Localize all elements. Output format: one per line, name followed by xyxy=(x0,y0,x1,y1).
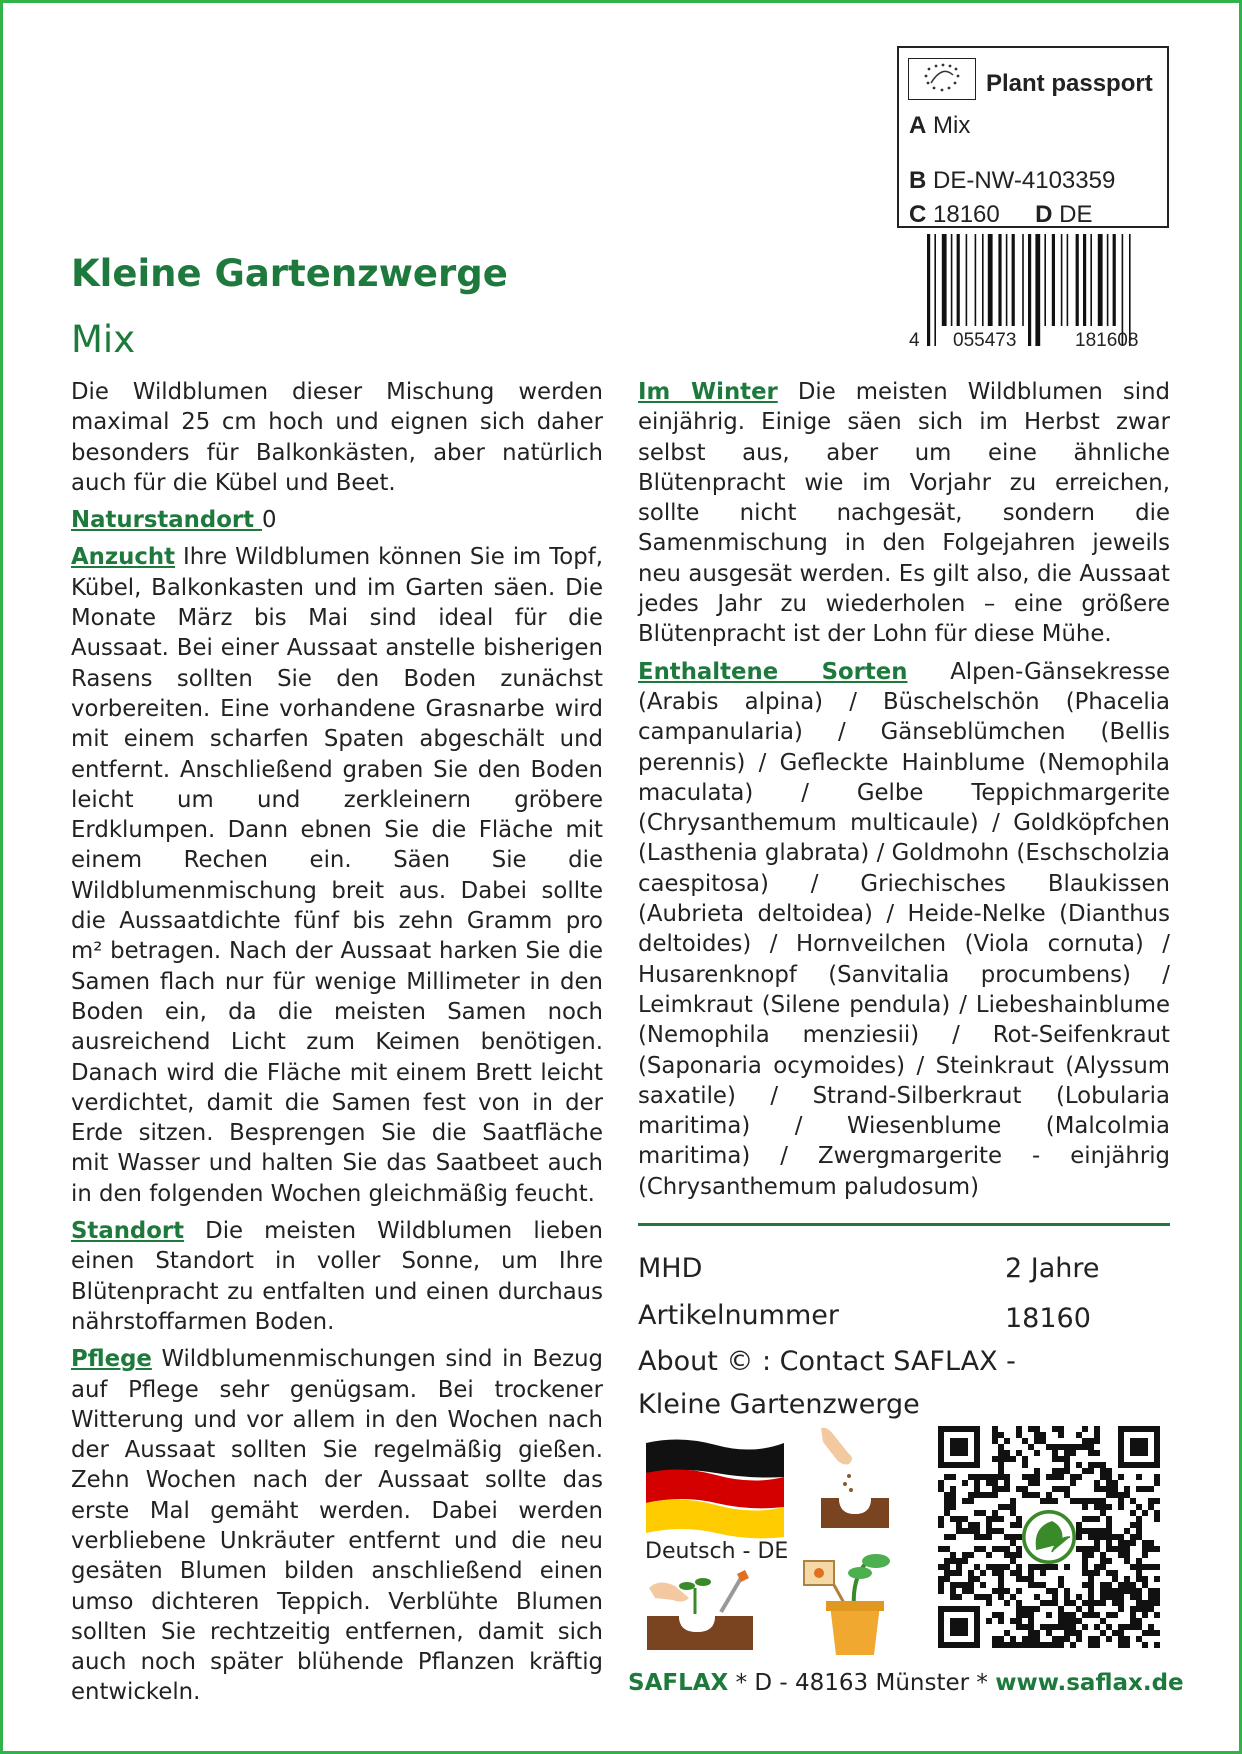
passport-d-label: D xyxy=(1035,201,1053,228)
winter-paragraph xyxy=(638,377,1170,650)
passport-line-b xyxy=(909,167,1115,195)
passport-b-value: DE-NW-4103359 xyxy=(933,167,1116,194)
barcode-numbers xyxy=(905,330,1175,352)
plant-passport xyxy=(897,46,1169,228)
winter-text: Die meisten Wildblumen sind einjährig. Einige säen sich im Herbst zwar selbst aus, aber um eine ähnliche Blütenpracht wie im Vorjahr zu erreichen, sollte nicht nachgesät, sondern die Samenmischung in den Folgejahren jeweils neu ausgesät werden. Es gilt also, die Aussaat jedes Jahr zu wiederholen – eine größere Blütenpracht ist der Lohn für diese Mühe. xyxy=(638,379,1171,648)
winter-heading: Im Winter xyxy=(638,379,778,405)
potted-sprout-icon xyxy=(800,1545,900,1657)
intro-paragraph: Die Wildblumen dieser Mischung werden maximal 25 cm hoch und eignen sich daher besonders für Balkonkästen, aber natürlich auch für die Kübel und Beet. xyxy=(71,379,603,496)
planting-seedling-icon xyxy=(645,1568,755,1652)
german-flag-icon xyxy=(644,1433,786,1541)
artikel-label: Artikelnummer xyxy=(638,1300,839,1331)
mhd-label: MHD xyxy=(638,1253,703,1284)
passport-line-a xyxy=(909,112,970,140)
footer-website[interactable]: www.saflax.de xyxy=(995,1670,1184,1696)
naturstandort-heading: Naturstandort xyxy=(71,507,262,534)
footer xyxy=(628,1670,1184,1696)
sorten-heading: Enthaltene Sorten xyxy=(638,658,908,685)
left-column xyxy=(71,377,603,1715)
passport-c-label: C xyxy=(909,201,927,228)
standort-heading: Standort xyxy=(71,1218,185,1245)
passport-b-label: B xyxy=(909,167,927,194)
passport-title: Plant passport xyxy=(986,70,1153,97)
passport-a-value: Mix xyxy=(933,112,971,139)
standort-paragraph xyxy=(71,1216,603,1337)
barcode-digit-1: 4 xyxy=(909,330,920,351)
mhd-value: 2 Jahre xyxy=(1005,1253,1100,1284)
pflege-text: Wildblumenmischungen sind in Bezug auf Pflege sehr genügsam. Bei trockener Witterung und vor allem in den Wochen nach der Aussaat sollten Sie regelmäßig gießen. Zehn Wochen nach der Aussaat sollte das erste Mal gemäht werden. Dabei werden verbliebene Unkräuter entfernt und die neu gesäten Blumen bilden anschließend einen umso dichteren Teppich. Verblühte Blumen sollten Sie rechtzeitig entfernen, damit sich auch noch später blühende Pflanzen kräftig entwickeln. xyxy=(71,1346,603,1706)
pflege-paragraph xyxy=(71,1344,603,1708)
artikel-value: 18160 xyxy=(1005,1303,1091,1334)
divider-rule xyxy=(638,1223,1170,1226)
footer-brand: SAFLAX xyxy=(628,1670,729,1696)
anzucht-text: Ihre Wildblumen können Sie im Topf, Kübel, Balkonkasten und im Garten säen. Die Monate März bis Mai sind ideal für die Aussaat. Bei einer Aussaat anstelle bisherigen Rasens sollten Sie den Boden zunächst vorbereiten. Eine vorhandene Grasnarbe wird mit einem scharfen Spaten abgeschält und entfernt. Anschließend graben Sie den Boden leicht um und zerkleinern gröbere Erdklumpen. Dann ebnen Sie die Fläche mit einem Rechen ein. Säen Sie die Wildblumenmischung breit aus. Dabei sollte die Aussaatdichte fünf bis zehn Gramm pro m² betragen. Nach der Aussaat harken Sie die Samen flach nur für wenige Millimeter in den Boden ein, da die meisten Samen noch ausreichend Licht zum Keimen benötigen. Danach wird die Fläche mit einem Brett leicht verdichtet, damit die Samen fest von in der Erde sitzen. Besprengen Sie die Saatfläche mit Wasser und halten Sie das Saatbeet auch in den folgenden Wochen gleichmäßig feucht. xyxy=(71,544,603,1207)
product-title: Kleine Gartenzwerge xyxy=(71,252,508,295)
passport-d-value: DE xyxy=(1059,201,1093,228)
barcode-group-1: 055473 xyxy=(953,330,1017,351)
naturstandort-paragraph xyxy=(71,505,603,535)
footer-address: * D - 48163 Münster * xyxy=(735,1670,988,1696)
sorten-paragraph xyxy=(638,657,1170,1202)
about-line-2: Kleine Gartenzwerge xyxy=(638,1389,920,1420)
naturstandort-text: 0 xyxy=(261,507,277,534)
eu-organic-logo-icon xyxy=(908,58,976,100)
language-label: Deutsch - DE xyxy=(645,1539,789,1564)
product-subtitle: Mix xyxy=(71,318,136,361)
pflege-heading: Pflege xyxy=(71,1346,152,1373)
barcode-group-2: 181608 xyxy=(1075,330,1139,351)
passport-line-cd xyxy=(909,201,1092,229)
passport-c-value: 18160 xyxy=(933,201,1000,228)
passport-a-label: A xyxy=(909,112,927,139)
sorten-text: Alpen-Gänsekresse (Arabis alpina) / Büschelschön (Phacelia campanularia) / Gänseblümchen (Bellis perennis) / Gefleckte Hainblume (Nemophila maculata) / Gelbe Teppichmargerite (Chrysanthemum multicaule) / Goldköpfchen (Lasthenia glabrata) / Goldmohn (Eschscholzia caespitosa) / Griechisches Blaukissen (Aubrieta deltoidea) / Heide-Nelke (Dianthus deltoides) / Hornveilchen (Viola cornuta) / Husarenknopf (Sanvitalia procumbens) / Leimkraut (Silene pendula) / Liebeshainblume (Nemophila menziesii) / Rot-Seifenkraut (Saponaria ocymoides) / Steinkraut (Alyssum saxatile) / Strand-Silberkraut (Lobularia maritima) / Wiesenblume (Malcolmia maritima) / Zwergmargerite - einjährig (Chrysanthemum paludosum) xyxy=(638,658,1171,1200)
anzucht-paragraph xyxy=(71,542,603,1209)
sowing-hand-icon xyxy=(815,1424,895,1532)
anzucht-heading: Anzucht xyxy=(71,544,176,571)
standort-text: Die meisten Wildblumen lieben einen Standort in voller Sonne, um Ihre Blütenpracht zu entfalten und einen durchaus nährstoffarmen Boden. xyxy=(71,1218,603,1335)
right-column xyxy=(638,377,1170,1209)
qr-code-icon xyxy=(938,1426,1160,1648)
about-line-1: About © : Contact SAFLAX - xyxy=(638,1346,1016,1377)
